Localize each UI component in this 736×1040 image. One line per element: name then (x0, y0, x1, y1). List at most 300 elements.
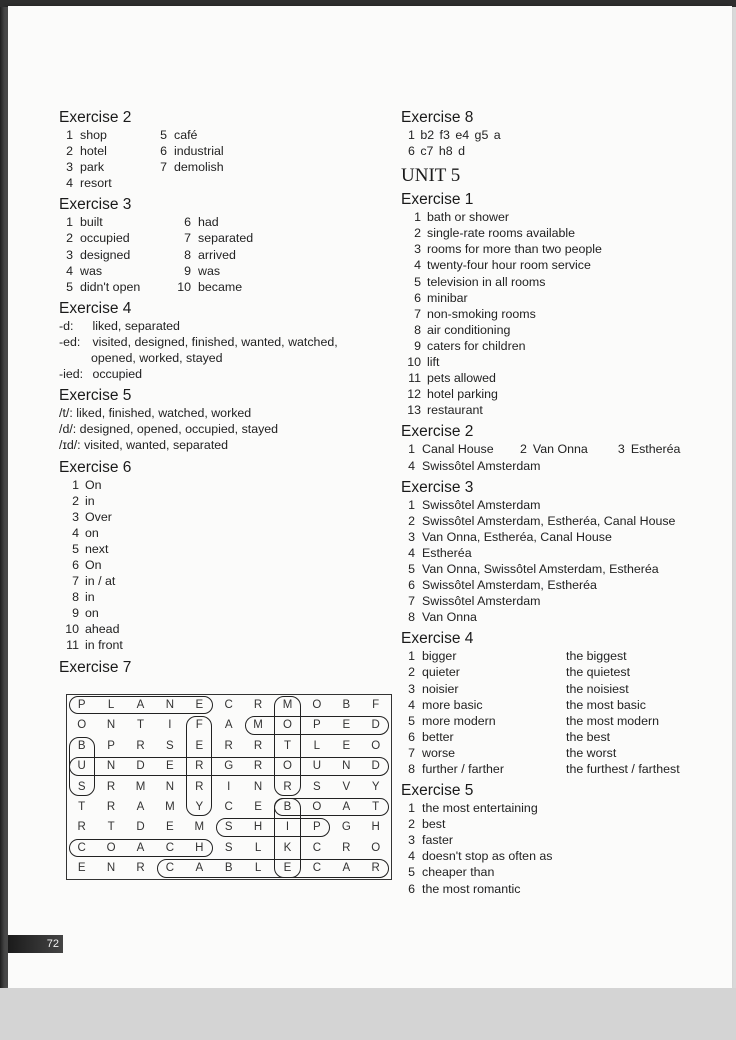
exercise-8-right (401, 108, 701, 159)
answer-item (177, 263, 253, 279)
answer-text: Swissôtel Amsterdam (422, 594, 541, 609)
answer-item (401, 729, 701, 745)
answer-text: lift (427, 355, 440, 370)
answer-text: twenty-four hour room service (427, 258, 591, 273)
item-number: 10 (407, 355, 421, 370)
ring-bike (274, 798, 300, 878)
grid-letter: M (135, 780, 146, 793)
answer-item (59, 263, 177, 279)
superlative-text: the biggest (566, 649, 627, 664)
answer-item (59, 477, 389, 493)
answer-text: further / farther (422, 762, 504, 776)
exercise-title: Exercise 1 (401, 191, 474, 209)
exercise-title: Exercise 2 (401, 423, 474, 441)
grid-letter: T (372, 801, 380, 813)
answer-item (401, 290, 701, 306)
grid-letter: P (107, 739, 115, 752)
grid-letter: S (77, 780, 86, 793)
answer-text: was (198, 263, 221, 278)
grid-letter: T (283, 739, 291, 752)
item-number: 12 (407, 387, 421, 402)
answer-item (177, 230, 253, 246)
answer-text: Swissôtel Amsterdam, Estheréa, Canal House (422, 513, 676, 528)
answer-text: demolish (174, 160, 224, 175)
answer-item (401, 370, 701, 386)
answer-item (59, 127, 153, 143)
answer-text: was (80, 263, 103, 278)
ending-label: -ed: (59, 334, 81, 349)
grid-letter: R (195, 780, 204, 793)
exercise-3-right (401, 478, 701, 626)
grid-letter: P (77, 699, 86, 711)
grid-letter: S (166, 739, 174, 752)
grid-letter: R (253, 760, 263, 773)
answer-text: Van Onna, Swissôtel Amsterdam, Estheréa (422, 561, 659, 576)
page-number: 72 (46, 938, 59, 950)
superlative-text: the furthest / farthest (566, 762, 680, 776)
answer-text: best (422, 817, 446, 832)
answer-item (401, 745, 701, 761)
answer-item (59, 573, 389, 589)
grid-letter: D (136, 821, 145, 834)
item-number: 4 (408, 697, 415, 712)
answer-text: Estheréa (630, 442, 681, 457)
item-number: 1 (408, 649, 415, 664)
grid-letter: H (195, 841, 204, 854)
answer-text: television in all rooms (427, 274, 546, 289)
item-number: 11 (66, 638, 79, 653)
exercise-title: Exercise 5 (401, 782, 474, 800)
ring-cablecar (157, 859, 389, 877)
grid-letter: U (77, 760, 86, 773)
item-number: 2 (408, 513, 415, 528)
grid-letter: R (224, 739, 233, 752)
item-number: 2 (66, 231, 73, 246)
answer-item (401, 402, 701, 418)
item-number: 1 (408, 497, 415, 512)
answer-text: single-rate rooms available (427, 226, 576, 241)
exercise-5-left (59, 386, 389, 453)
ring-ferry (186, 716, 212, 816)
item-number: 13 (407, 403, 421, 418)
grid-letter: R (195, 760, 204, 773)
answer-text: on (85, 606, 99, 621)
item-number: 7 (184, 231, 191, 246)
item-number: 7 (72, 574, 79, 589)
grid-letter: M (282, 699, 293, 711)
answer-item (59, 214, 177, 230)
right-column (401, 108, 701, 901)
answer-line (401, 458, 701, 474)
answer-text: in / at (85, 574, 116, 589)
item-number: 4 (66, 263, 73, 278)
grid-letter: R (283, 780, 292, 793)
answer-item (401, 681, 701, 697)
ending-words: opened, worked, stayed (91, 351, 223, 366)
answer-text: occupied (80, 231, 130, 246)
grid-letter: D (371, 719, 380, 732)
answer-item (401, 609, 701, 625)
answer-item (401, 274, 701, 290)
exercise-2-left (59, 108, 389, 191)
item-number: 7 (414, 306, 421, 321)
grid-letter: Y (195, 801, 204, 813)
answer-text: in front (85, 638, 123, 653)
item-number: 5 (72, 541, 79, 556)
item-number: 5 (408, 713, 415, 728)
answer-text: rooms for more than two people (427, 242, 602, 257)
grid-letter: E (195, 739, 204, 752)
sound-row (59, 405, 389, 421)
answer-item (401, 800, 701, 816)
item-number: 1 (66, 215, 73, 230)
grid-letter: T (78, 801, 86, 813)
grid-letter: R (342, 841, 351, 854)
answer-list (401, 497, 701, 626)
item-number: 3 (66, 247, 73, 262)
answer-item (401, 577, 701, 593)
grid-letter: C (224, 801, 233, 813)
grid-letter: R (106, 780, 116, 793)
answer-text: didn't open (80, 279, 141, 294)
left-column (59, 108, 389, 681)
item-number: 6 (160, 144, 167, 159)
grid-letter: R (106, 801, 116, 813)
grid-letter: E (254, 801, 262, 813)
exercise-2-right (401, 422, 701, 473)
superlative-text: the best (566, 729, 611, 744)
grid-letter: P (313, 719, 321, 732)
answer-text: resort (80, 176, 112, 191)
answer-item (401, 338, 701, 354)
item-number: 8 (72, 590, 79, 605)
item-number: 6 (414, 290, 421, 305)
grid-letter: H (371, 821, 380, 834)
answer-text: in (85, 493, 95, 508)
answer-item (401, 848, 701, 864)
answer-item (59, 159, 153, 175)
ending-words: liked, separated (92, 318, 180, 333)
grid-letter: M (194, 821, 205, 834)
answer-text: Canal House (422, 442, 494, 457)
item-number: 3 (617, 442, 625, 457)
answer-item (401, 648, 701, 664)
grid-letter: N (106, 719, 116, 732)
answer-list (401, 209, 701, 418)
ring-moped (245, 716, 389, 734)
sound-words: designed, opened, occupied, stayed (79, 422, 279, 437)
answer-item (401, 209, 701, 225)
item-number: 4 (414, 258, 421, 273)
grid-letter: C (312, 862, 322, 875)
superlative-text: the noisiest (566, 681, 629, 696)
grid-letter: E (342, 719, 351, 732)
answer-text: doesn't stop as often as (422, 849, 553, 864)
item-number: 8 (414, 322, 421, 337)
answer-text: Swissôtel Amsterdam, Estheréa (422, 578, 597, 593)
exercise-title: Exercise 8 (401, 109, 474, 126)
answer-text: Van Onna, Estheréa, Canal House (422, 529, 612, 544)
answer-item (401, 513, 701, 529)
grid-letter: C (77, 841, 86, 854)
exercise-6-left (59, 458, 389, 654)
answer-item (401, 386, 701, 402)
grid-letter: T (136, 719, 144, 732)
superlative-text: the most modern (566, 713, 659, 728)
item-number: 6 (408, 881, 415, 896)
item-number: 8 (408, 762, 415, 776)
grid-letter: A (224, 719, 233, 732)
answer-item (401, 593, 701, 609)
answer-item (59, 230, 177, 246)
ring-ship (216, 818, 331, 836)
grid-letter: C (165, 862, 175, 875)
item-number: 3 (72, 509, 79, 524)
item-number: 1 (414, 210, 421, 225)
grid-letter: R (136, 862, 145, 875)
answer-item (401, 561, 701, 577)
grid-letter: Y (371, 780, 380, 793)
answer-text: Estheréa (422, 545, 472, 560)
item-number: 4 (408, 849, 415, 864)
sound-row (59, 421, 389, 437)
answer-item (177, 214, 253, 230)
grid-letter: A (342, 801, 351, 813)
answer-item (401, 529, 701, 545)
answer-item (153, 159, 224, 175)
grid-letter: C (224, 699, 233, 711)
item-number: 5 (66, 279, 73, 294)
grid-letter: U (312, 760, 322, 773)
answer-text: Over (85, 509, 112, 524)
grid-letter: D (136, 760, 145, 773)
grid-letter: E (77, 862, 86, 875)
answer-text: minibar (427, 290, 468, 305)
exercise-title: Exercise 4 (401, 630, 474, 648)
answer-text: hotel (80, 144, 107, 159)
item-number: 11 (408, 371, 421, 386)
answer-text: separated (198, 231, 254, 246)
sound-label: /t/: (59, 406, 73, 421)
grid-letter: S (224, 821, 233, 834)
grid-letter: A (136, 801, 145, 813)
answer-item (59, 621, 389, 637)
answer-item (59, 589, 389, 605)
grid-letter: B (77, 739, 86, 752)
answer-text: designed (80, 247, 131, 262)
ending-words: visited, designed, finished, wanted, watched, (92, 334, 338, 349)
item-number: 7 (408, 745, 415, 760)
item-number: 10 (177, 279, 191, 294)
answer-line: 6 c7 h8 d (408, 144, 465, 159)
item-number: 8 (408, 610, 415, 625)
answer-text: built (80, 215, 103, 230)
item-number: 2 (408, 817, 415, 832)
answer-text: industrial (174, 144, 224, 159)
answer-item (59, 279, 177, 295)
item-number: 9 (72, 606, 79, 621)
item-number: 5 (408, 561, 415, 576)
item-number: 9 (184, 263, 191, 278)
grid-letter: O (283, 760, 292, 773)
item-number: 3 (414, 242, 421, 257)
answer-item (401, 257, 701, 273)
sound-label: /d/: (59, 422, 77, 437)
grid-letter: E (166, 821, 174, 834)
answer-item (59, 493, 389, 509)
answer-item (59, 143, 153, 159)
answer-text: air conditioning (427, 322, 511, 337)
answer-text: bigger (422, 649, 457, 664)
answer-item (401, 354, 701, 370)
item-number: 1 (408, 442, 415, 457)
grid-letter: A (195, 862, 204, 875)
grid-letter: O (77, 719, 87, 732)
ending-label: -d: (59, 318, 74, 333)
answer-item (401, 697, 701, 713)
answer-text: non-smoking rooms (427, 306, 536, 321)
answer-list (401, 800, 701, 897)
grid-letter: O (371, 841, 381, 854)
grid-letter: E (166, 760, 174, 773)
answer-text: shop (80, 128, 107, 142)
ring-motor (274, 696, 300, 796)
grid-letter: M (253, 719, 263, 732)
answer-columns (59, 214, 389, 294)
answer-text: park (80, 160, 105, 175)
grid-letter: R (136, 739, 145, 752)
item-number: 3 (408, 681, 415, 696)
grid-letter: P (313, 821, 321, 834)
superlative-text: the most basic (566, 697, 646, 712)
grid-letter: V (342, 780, 351, 793)
answer-item (177, 279, 253, 295)
answer-item (177, 247, 253, 263)
answer-item (401, 864, 701, 880)
grid-letter: A (136, 841, 145, 854)
grid-letter: E (195, 699, 204, 711)
answer-text: worse (422, 745, 456, 760)
ending-words: occupied (92, 367, 143, 382)
item-number: 4 (66, 176, 73, 191)
answer-text: café (174, 128, 198, 142)
answer-item (401, 881, 701, 897)
item-number: 9 (414, 338, 421, 353)
grid-letter: D (371, 760, 380, 773)
answer-item (59, 509, 389, 525)
answer-item (153, 127, 224, 143)
grid-letter: B (224, 862, 233, 875)
grid-letter: N (106, 760, 116, 773)
answer-item (401, 225, 701, 241)
answer-item (59, 605, 389, 621)
grid-letter: B (283, 801, 292, 813)
grid-letter: O (371, 739, 381, 752)
grid-letter: O (312, 801, 322, 813)
grid-letter: E (342, 739, 351, 752)
grid-letter: N (165, 780, 175, 793)
exercise-title: Exercise 2 (59, 109, 132, 126)
word-search-grid (66, 694, 392, 880)
exercise-title: Exercise 3 (59, 196, 132, 214)
scan-bottom-margin (0, 988, 736, 1040)
grid-letter: I (227, 780, 231, 793)
answer-item (401, 306, 701, 322)
answer-text: had (198, 215, 219, 230)
item-number: 2 (66, 144, 73, 159)
ring-bus (69, 737, 95, 796)
item-number: 2 (72, 493, 79, 508)
grid-letter: R (253, 699, 263, 711)
answer-item (59, 247, 177, 263)
grid-letter: N (253, 780, 263, 793)
item-number: 6 (408, 578, 415, 593)
answer-item (59, 637, 389, 653)
answer-text: the most entertaining (422, 801, 538, 816)
grid-letter: L (107, 699, 115, 711)
answer-item (401, 832, 701, 848)
ending-row (59, 366, 389, 382)
answer-item (153, 143, 224, 159)
answer-line: 1 b2 f3 e4 g5 a (408, 128, 501, 142)
answer-item (59, 175, 153, 191)
answer-text: ahead (85, 622, 120, 637)
grid-letter: S (313, 780, 321, 793)
answer-item (401, 713, 701, 729)
grid-letter: O (312, 699, 322, 711)
answer-text: the most romantic (422, 881, 521, 896)
sound-words: liked, finished, watched, worked (76, 406, 252, 421)
grid-letter: N (342, 760, 351, 773)
answer-item (401, 545, 701, 561)
grid-letter: R (253, 739, 263, 752)
answer-text: Van Onna (422, 610, 477, 625)
unit-heading: UNIT 5 (401, 165, 461, 187)
grid-letter: R (371, 862, 380, 875)
grid-letter: G (341, 821, 351, 834)
item-number: 4 (408, 458, 415, 473)
grid-letter: L (254, 862, 262, 875)
grid-letter: I (168, 719, 172, 732)
item-number: 2 (520, 442, 527, 457)
item-number: 3 (408, 529, 415, 544)
answer-item (401, 816, 701, 832)
grid-letter: H (253, 821, 263, 834)
superlative-text: the worst (566, 745, 617, 760)
item-number: 2 (414, 226, 421, 241)
answer-text: On (85, 557, 102, 572)
answer-item (401, 497, 701, 513)
ring-plane (69, 696, 213, 714)
grid-letter: M (165, 801, 175, 813)
answer-text: Swissôtel Amsterdam (422, 458, 541, 473)
item-number: 2 (408, 665, 415, 680)
grid-letter: G (224, 760, 234, 773)
answer-text: Van Onna (532, 442, 588, 457)
ending-label: -ied: (59, 367, 84, 382)
answer-text: more basic (422, 697, 483, 712)
grid-letter: E (283, 862, 292, 875)
item-number: 5 (160, 128, 167, 142)
answer-text: noisier (422, 681, 459, 696)
answer-text: pets allowed (427, 371, 496, 386)
grid-letter: O (283, 719, 292, 732)
answer-item (59, 525, 389, 541)
answer-item (401, 761, 701, 777)
item-number: 7 (160, 160, 167, 175)
grid-letter: O (106, 841, 116, 854)
answer-text: cheaper than (422, 865, 495, 880)
